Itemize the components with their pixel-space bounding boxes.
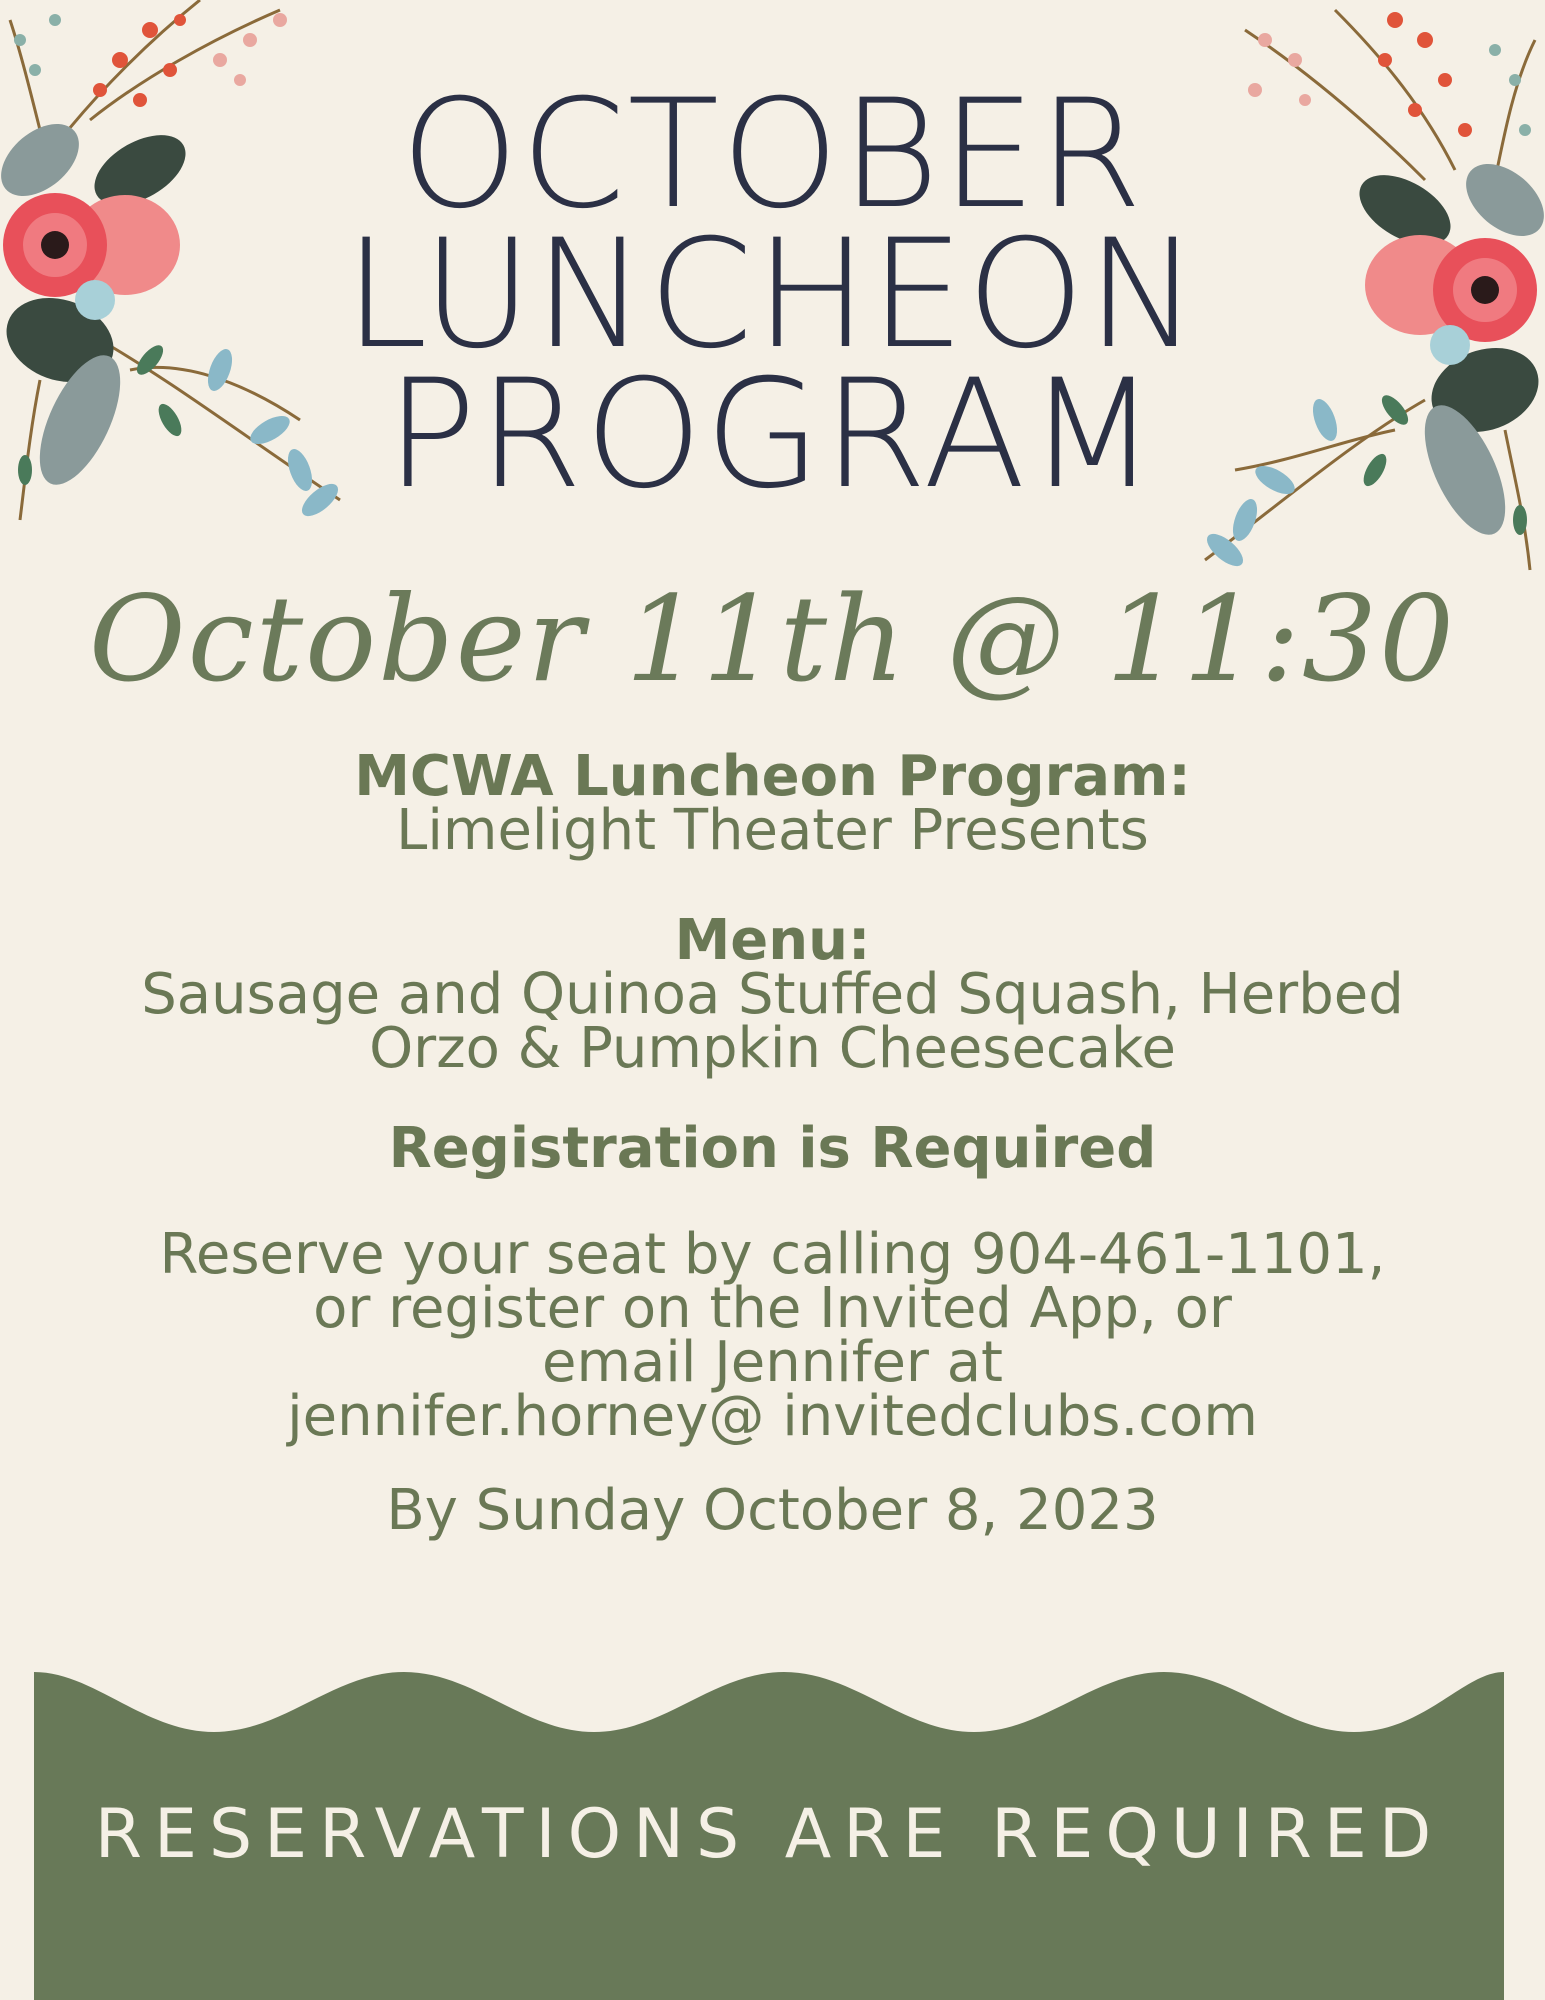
event-date-time: October 11th @ 11:30 [88,570,1457,708]
reserve-line-1: Reserve your seat by calling 904-461-1101, [159,1222,1386,1287]
event-details [40,744,1505,1543]
title-line-1: OCTOBER [400,68,1145,242]
program-subheading: Limelight Theater Presents [396,798,1149,863]
title-line-3: PROGRAM [385,348,1160,522]
reservations-banner: RESERVATIONS ARE REQUIRED [94,1795,1444,1874]
reserve-line-3: email Jennifer at [541,1330,1003,1395]
registration-note: Registration is Required [388,1116,1157,1181]
event-title [0,68,1545,522]
registration-deadline: By Sunday October 8, 2023 [386,1478,1159,1543]
menu-line-2: Orzo & Pumpkin Cheesecake [369,1016,1176,1081]
program-heading: MCWA Luncheon Program: [354,744,1191,809]
menu-line-1: Sausage and Quinoa Stuffed Squash, Herbed [141,962,1404,1027]
menu-heading: Menu: [674,908,871,973]
title-line-2: LUNCHEON [344,208,1201,382]
reserve-email: jennifer.horney@ invitedclubs.com [287,1384,1258,1449]
reserve-line-2: or register on the Invited App, or [313,1276,1232,1341]
